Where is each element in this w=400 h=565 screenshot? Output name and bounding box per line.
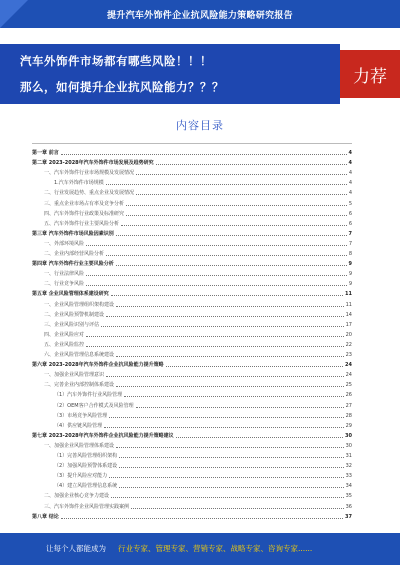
toc-entry[interactable] (32, 157, 352, 166)
toc-entry-page: 35 (345, 493, 352, 500)
hero-question-2: 那么，如何提升企业抗风险能力？？？ (20, 80, 224, 94)
toc-leader-dots (136, 194, 347, 195)
toc-entry-label: 第六章 2023-2028年汽车外饰件企业抗风险能力提升策略 (32, 362, 164, 369)
toc-entry-label: 六、企业风险管理信息系统建设 (44, 352, 115, 358)
toc-entry-page: 36 (345, 503, 352, 510)
toc-entry-page: 33 (345, 473, 352, 480)
toc-entry-label: 一、汽车外饰件行业市场规模及发展情况 (44, 170, 135, 177)
toc-leader-dots (106, 316, 344, 317)
toc-entry[interactable] (44, 299, 352, 308)
toc-entry[interactable] (32, 359, 352, 368)
toc-entry-label: 五、企业风险监控 (44, 341, 85, 348)
toc-entry-label: 第三章 汽车外饰件市场风险因素识别 (32, 230, 114, 237)
toc-entry[interactable] (32, 228, 352, 237)
toc-entry-label: 一、加强企业风险管理体系建设 (44, 442, 115, 449)
toc-entry-page: 25 (345, 382, 352, 389)
toc-entry-page: 5 (348, 200, 352, 207)
hero-question-1: 汽车外饰件市场都有哪些风险！！！ (20, 54, 212, 68)
toc-entry-page: 24 (345, 372, 352, 379)
toc-leader-dots (86, 285, 347, 286)
toc-entry[interactable] (32, 288, 352, 297)
toc-entry[interactable] (54, 400, 352, 409)
toc-entry-label: （4）建立风险管理信息系统 (54, 483, 118, 490)
toc-entry-label: 二、加强企业核心竞争力建设 (44, 493, 110, 500)
toc-entry[interactable] (32, 511, 352, 520)
toc-entry-label: （2）加强风险预警体系建设 (54, 463, 118, 470)
toc-entry-label: 二、完善企业内部控制体系建设 (44, 382, 115, 389)
toc-entry[interactable] (44, 501, 352, 510)
toc-entry[interactable] (32, 430, 352, 439)
toc-leader-dots (106, 184, 347, 185)
toc-leader-dots (106, 255, 347, 256)
toc-leader-dots (116, 356, 344, 357)
toc-entry-label: 二、企业内部经营风险分析 (44, 251, 105, 257)
footer-lead-text: 让每个人都能成为 (46, 544, 106, 553)
toc-entry[interactable] (44, 319, 352, 328)
toc-entry-label: （1）汽车外饰件行业风险管理 (54, 392, 123, 399)
toc-leader-dots (136, 407, 344, 408)
toc-leader-dots (86, 275, 347, 276)
toc-entry[interactable] (54, 480, 352, 489)
toc-leader-dots (119, 457, 343, 458)
toc-entry[interactable] (44, 218, 352, 227)
toc-entry-page: 24 (345, 362, 352, 369)
report-title: 提升汽车外饰件企业抗风险能力策略研究报告 (106, 10, 293, 21)
toc-entry-page: 32 (345, 463, 352, 470)
toc-leader-dots (109, 417, 343, 418)
toc-entry[interactable] (44, 278, 352, 287)
toc-entry-page: 4 (348, 180, 352, 187)
toc-entry[interactable] (44, 167, 352, 176)
table-of-contents (32, 147, 352, 527)
toc-entry-page: 4 (348, 150, 352, 156)
toc-entry-label: （3）提升风险应对能力 (54, 473, 108, 480)
footer-bar (0, 533, 400, 565)
header-corner-decoration (0, 0, 28, 28)
recommend-badge: 力荐 (340, 50, 400, 98)
toc-divider (32, 143, 352, 144)
toc-leader-dots (116, 265, 347, 266)
toc-entry-label: 二、行业发展趋势、重点企业及发展情况 (44, 190, 135, 197)
toc-entry-page: 28 (345, 412, 352, 419)
toc-entry-label: 三、汽车外饰件企业风险管理实践案例 (44, 503, 130, 510)
toc-entry[interactable] (54, 410, 352, 419)
toc-entry[interactable] (44, 369, 352, 378)
toc-entry[interactable] (54, 450, 352, 459)
toc-entry-label: 一、行业法律风险 (44, 271, 85, 278)
toc-entry-page: 7 (348, 240, 352, 247)
toc-entry[interactable] (44, 339, 352, 348)
toc-entry[interactable] (44, 379, 352, 388)
toc-entry-label: （2）OEM客户合作模式及风险管理 (54, 402, 134, 409)
toc-entry-page: 22 (345, 341, 352, 348)
toc-entry-page: 4 (348, 160, 352, 167)
toc-leader-dots (119, 487, 343, 488)
toc-entry-page: 9 (348, 261, 352, 268)
toc-entry-label: 四、企业风险应对 (44, 331, 85, 338)
toc-entry[interactable] (44, 309, 352, 318)
toc-entry[interactable] (44, 198, 352, 207)
toc-leader-dots (121, 225, 347, 226)
toc-entry-page: 23 (345, 352, 352, 358)
toc-entry-label: 一、外部环境风险 (44, 240, 85, 247)
toc-entry-page: 29 (345, 422, 352, 429)
toc-entry-label: 一、企业风险管理组织架构建设 (44, 301, 115, 308)
toc-leader-dots (101, 326, 344, 327)
toc-entry-page: 9 (348, 271, 352, 278)
toc-leader-dots (86, 336, 344, 337)
toc-leader-dots (116, 386, 344, 387)
toc-entry-label: （1）完善风险管理组织架构 (54, 453, 118, 459)
footer-services-text: 行业专家、管理专家、营销专家、战略专家、咨询专家...... (118, 544, 313, 553)
toc-entry-page: 11 (345, 301, 352, 308)
toc-leader-dots (131, 508, 344, 509)
toc-entry-label: 三、企业风险识别与评估 (44, 321, 100, 328)
toc-entry[interactable] (44, 440, 352, 449)
toc-leader-dots (176, 437, 343, 438)
toc-entry-label: 二、行业竞争风险 (44, 281, 85, 288)
toc-entry[interactable] (54, 460, 352, 469)
toc-entry-page: 26 (345, 392, 352, 399)
toc-entry-page: 37 (345, 513, 352, 520)
toc-entry-page: 4 (348, 190, 352, 197)
report-header-bar (0, 0, 400, 28)
toc-entry-label: （3）市场竞争风险管理 (54, 412, 108, 419)
toc-leader-dots (116, 447, 344, 448)
toc-entry-page: 20 (345, 331, 352, 338)
toc-leader-dots (126, 205, 347, 206)
toc-leader-dots (109, 477, 343, 478)
toc-entry-page: 7 (348, 230, 352, 237)
toc-leader-dots (124, 396, 343, 397)
toc-leader-dots (166, 366, 343, 367)
toc-leader-dots (106, 376, 344, 377)
toc-entry[interactable] (54, 470, 352, 479)
toc-entry[interactable] (32, 258, 352, 267)
toc-entry[interactable] (32, 147, 352, 156)
toc-entry-label: 四、汽车外饰件行业政策及标准研究 (44, 210, 125, 217)
toc-entry[interactable] (44, 329, 352, 338)
toc-leader-dots (104, 427, 343, 428)
toc-entry-page: 9 (348, 281, 352, 288)
toc-leader-dots (61, 518, 343, 519)
toc-entry-label: 五、汽车外饰件行业主要风险分析 (44, 220, 120, 227)
toc-entry[interactable] (44, 238, 352, 247)
toc-leader-dots (86, 245, 347, 246)
toc-entry-page: 4 (348, 170, 352, 177)
toc-entry[interactable] (44, 208, 352, 217)
toc-entry[interactable] (44, 248, 352, 257)
toc-entry-page: 17 (345, 321, 352, 328)
toc-entry[interactable] (44, 187, 352, 196)
toc-entry-label: 二、企业风险预警机制建设 (44, 311, 105, 318)
toc-entry-page: 8 (348, 251, 352, 257)
toc-entry-page: 6 (348, 220, 352, 227)
toc-leader-dots (111, 295, 343, 296)
toc-entry-page: 11 (345, 291, 352, 298)
toc-leader-dots (61, 154, 347, 155)
toc-entry[interactable] (44, 349, 352, 358)
toc-entry-label: 1.汽车外饰件市场规模 (54, 180, 104, 187)
toc-title: 内容目录 (176, 119, 224, 132)
toc-leader-dots (136, 174, 347, 175)
toc-leader-dots (119, 467, 343, 468)
hero-banner (0, 44, 400, 104)
toc-entry-page: 30 (345, 442, 352, 449)
toc-leader-dots (86, 346, 344, 347)
toc-entry-label: 第七章 2023-2028年汽车外饰件企业抗风险能力提升策略建议 (32, 432, 174, 439)
toc-leader-dots (126, 215, 347, 216)
toc-entry-label: 一、加强企业风险管理意识 (44, 372, 105, 379)
toc-entry-label: 三、重点企业市场占有率及竞争分析 (44, 200, 125, 207)
toc-entry-label: 第二章 2023-2028年汽车外饰件市场发展及趋势研究 (32, 160, 154, 167)
toc-entry-page: 34 (345, 483, 352, 490)
toc-entry-page: 6 (348, 210, 352, 217)
toc-leader-dots (116, 235, 347, 236)
toc-entry-label: 第四章 汽车外饰件行业主要风险分析 (32, 261, 114, 268)
toc-entry-page: 14 (345, 311, 352, 318)
toc-entry-label: 第五章 企业风险管理体系建设研究 (32, 291, 109, 298)
toc-entry-label: 第一章 前言 (32, 150, 59, 156)
toc-leader-dots (156, 164, 347, 165)
toc-entry-page: 27 (345, 402, 352, 409)
toc-leader-dots (116, 306, 344, 307)
toc-entry-label: 第八章 结论 (32, 513, 59, 520)
toc-entry[interactable] (44, 268, 352, 277)
toc-entry-page: 30 (345, 432, 352, 439)
toc-entry[interactable] (44, 490, 352, 499)
toc-entry[interactable] (54, 177, 352, 186)
toc-entry-label: （4）供应链风险管理 (54, 422, 103, 429)
toc-entry[interactable] (54, 420, 352, 429)
toc-entry-page: 31 (345, 453, 352, 459)
toc-entry[interactable] (54, 389, 352, 398)
toc-leader-dots (111, 497, 344, 498)
